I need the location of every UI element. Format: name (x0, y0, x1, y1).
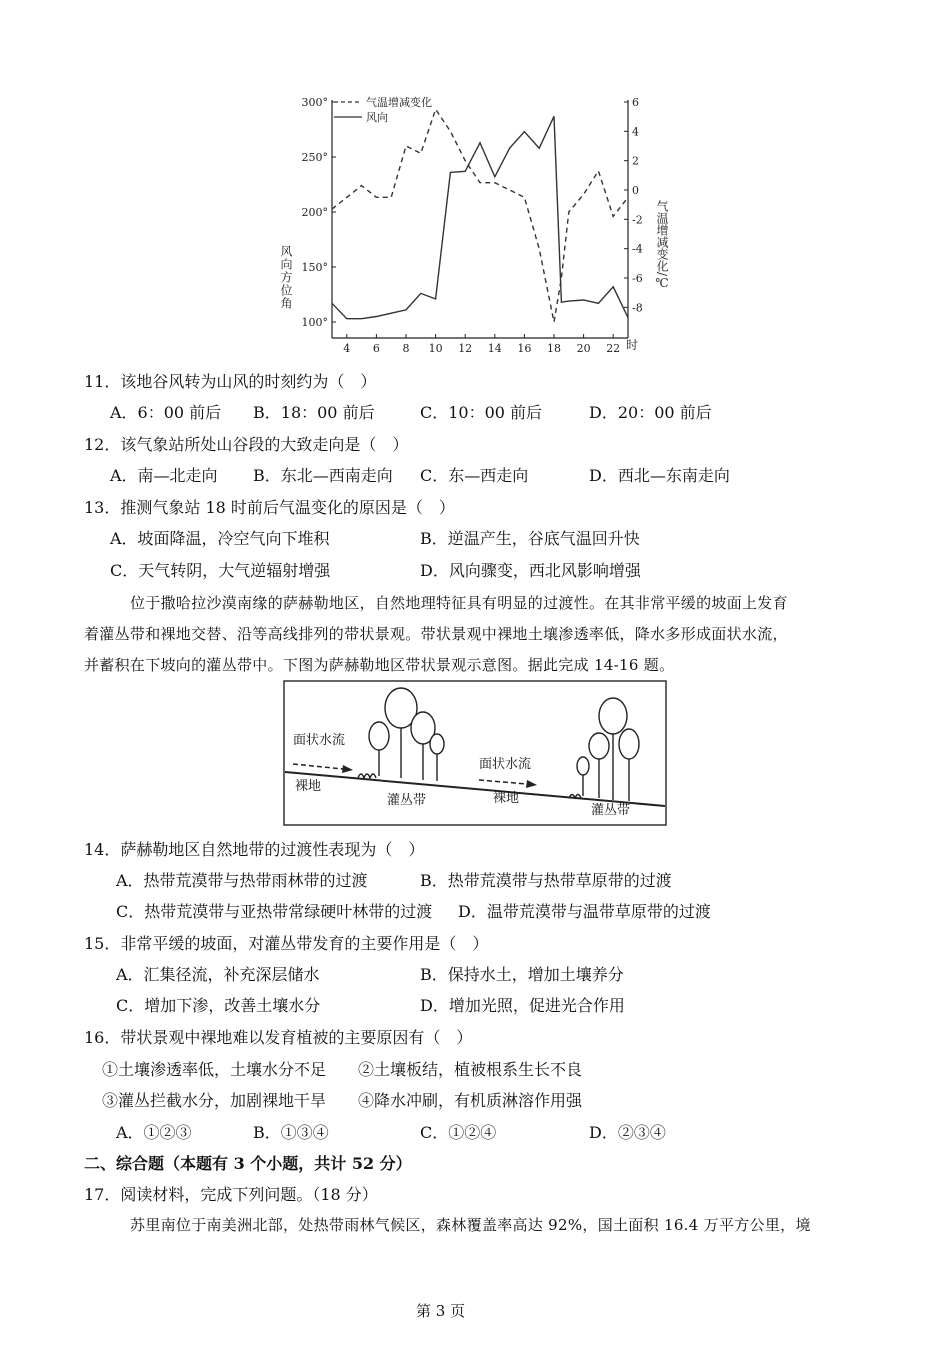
x-tick-label: 14 (487, 342, 502, 355)
q15-option-a: A．汇集径流，补充深层储水 (116, 965, 320, 984)
x-tick-label: 18 (547, 342, 561, 355)
q16-option-c: C．①②④ (420, 1123, 497, 1142)
right-tick-label: 0 (632, 184, 639, 197)
q15-option-d: D．增加光照，促进光合作用 (420, 996, 625, 1015)
section-2-heading: 二、综合题（本题有 3 个小题，共计 52 分） (84, 1154, 412, 1173)
question-12: 12．该气象站所处山谷段的大致走向是（ ） (84, 435, 409, 454)
q13-option-d: D．风向骤变，西北风影响增强 (420, 561, 641, 580)
label-shrub-right: 灌丛带 (591, 803, 631, 818)
q16-statement-1: ①土壤渗透率低，土壤水分不足 (102, 1060, 327, 1079)
left-tick-label: 300° (301, 96, 328, 109)
left-tick-label: 150° (301, 261, 328, 274)
page-number: 第 3 页 (416, 1302, 466, 1320)
left-tick-label: 250° (301, 151, 328, 164)
q12-option-d: D．西北—东南走向 (589, 466, 730, 485)
q16-option-d: D．②③④ (589, 1123, 666, 1142)
question-15: 15．非常平缓的坡面，对灌丛带发育的主要作用是（ ） (84, 934, 489, 953)
q13-option-a: A．坡面降温，冷空气向下堆积 (110, 529, 330, 548)
left-tick-label: 100° (301, 316, 328, 329)
right-tick-label: 2 (632, 154, 639, 168)
right-tick-label: -2 (632, 213, 643, 227)
passage-line-2: 着灌丛带和裸地交替、沿等高线排列的带状景观。带状景观中裸地土壤渗透率低，降水多形成面状水流， (84, 625, 788, 643)
q13-option-b: B．逆温产生，谷底气温回升快 (420, 529, 640, 548)
q16-option-a: A．①②③ (116, 1123, 192, 1142)
passage-line-1: 位于撒哈拉沙漠南缘的萨赫勒地区，自然地理特征具有明显的过渡性。在其非常平缓的坡面上发育 (130, 594, 788, 612)
sahel-landscape-figure (283, 680, 667, 826)
q11-option-c: C．10：00 前后 (420, 403, 543, 422)
right-tick-label: 6 (632, 96, 639, 109)
q16-statement-2: ②土壤板结，植被根系生长不良 (358, 1060, 583, 1079)
q15-option-b: B．保持水土，增加土壤养分 (420, 965, 624, 984)
right-tick-label: 4 (632, 125, 639, 139)
x-tick-label: 22 (606, 342, 621, 355)
label-sheet-flow-right: 面状水流 (479, 757, 532, 772)
y-label-left: 风向方位角 (279, 245, 293, 310)
q12-option-a: A．南—北走向 (110, 466, 218, 485)
left-tick-label: 200° (301, 206, 328, 219)
x-tick-label: 8 (402, 342, 410, 355)
q16-statement-3: ③灌丛拦截水分，加剧裸地干旱 (102, 1091, 327, 1110)
x-tick-label: 20 (576, 342, 591, 355)
x-tick-label: 16 (517, 342, 532, 355)
x-axis-ticks (343, 334, 620, 355)
q15-option-c: C．增加下渗，改善土壤水分 (116, 996, 321, 1015)
chart-series (332, 109, 628, 322)
q11-option-a: A．6：00 前后 (110, 403, 222, 422)
chart-legend (334, 95, 432, 124)
x-tick-label: 12 (458, 342, 473, 355)
right-axis-ticks (624, 96, 643, 314)
passage-line-3: 并蓄积在下坡向的灌丛带中。下图为萨赫勒地区带状景观示意图。据此完成 14-16 题。 (84, 656, 675, 674)
q14-option-b: B．热带荒漠带与热带草原带的过渡 (420, 871, 672, 890)
legend-wind: 风向 (366, 111, 388, 124)
question-17: 17．阅读材料，完成下列问题。（18 分） (84, 1185, 378, 1204)
x-tick-label: 6 (372, 342, 380, 355)
right-tick-label: -4 (632, 242, 643, 256)
q14-option-a: A．热带荒漠带与热带雨林带的过渡 (116, 871, 368, 890)
chart-axes (332, 100, 628, 338)
label-sheet-flow-left: 面状水流 (293, 733, 346, 748)
wind-temperature-chart (270, 90, 670, 360)
q14-option-d: D．温带荒漠带与温带草原带的过渡 (458, 902, 711, 921)
q11-option-b: B．18：00 前后 (253, 403, 375, 422)
q11-option-d: D．20：00 前后 (589, 403, 712, 422)
right-tick-label: -8 (632, 301, 643, 315)
x-tick-label: 10 (428, 342, 443, 355)
q13-option-c: C．天气转阴，大气逆辐射增强 (110, 561, 331, 580)
label-bare-left: 裸地 (295, 779, 322, 794)
x-unit: 时 (626, 338, 639, 352)
label-bare-right: 裸地 (493, 791, 520, 806)
q16-option-b: B．①③④ (253, 1123, 329, 1142)
question-14: 14．萨赫勒地区自然地带的过渡性表现为（ ） (84, 840, 425, 859)
question-13: 13．推测气象站 18 时前后气温变化的原因是（ ） (84, 498, 455, 517)
question-16: 16．带状景观中裸地难以发育植被的主要原因有（ ） (84, 1028, 473, 1047)
q12-option-b: B．东北—西南走向 (253, 466, 393, 485)
right-tick-label: -6 (632, 272, 643, 285)
wind-direction-series (332, 116, 628, 318)
q12-option-c: C．东—西走向 (420, 466, 529, 485)
label-shrub-left: 灌丛带 (387, 793, 427, 808)
q17-material: 苏里南位于南美洲北部，处热带雨林气候区，森林覆盖率高达 92%，国土面积 16.4 万平方公里，境 (130, 1216, 811, 1234)
q14-option-c: C．热带荒漠带与亚热带常绿硬叶林带的过渡 (116, 902, 433, 921)
y-label-right: 气温增减变化/℃ (655, 200, 669, 291)
left-axis-ticks (302, 96, 337, 329)
question-11: 11．该地谷风转为山风的时刻约为（ ） (84, 372, 377, 391)
x-tick-label: 4 (343, 342, 351, 355)
legend-temperature: 气温增减变化 (366, 96, 432, 109)
q16-statement-4: ④降水冲刷，有机质淋溶作用强 (358, 1091, 583, 1110)
